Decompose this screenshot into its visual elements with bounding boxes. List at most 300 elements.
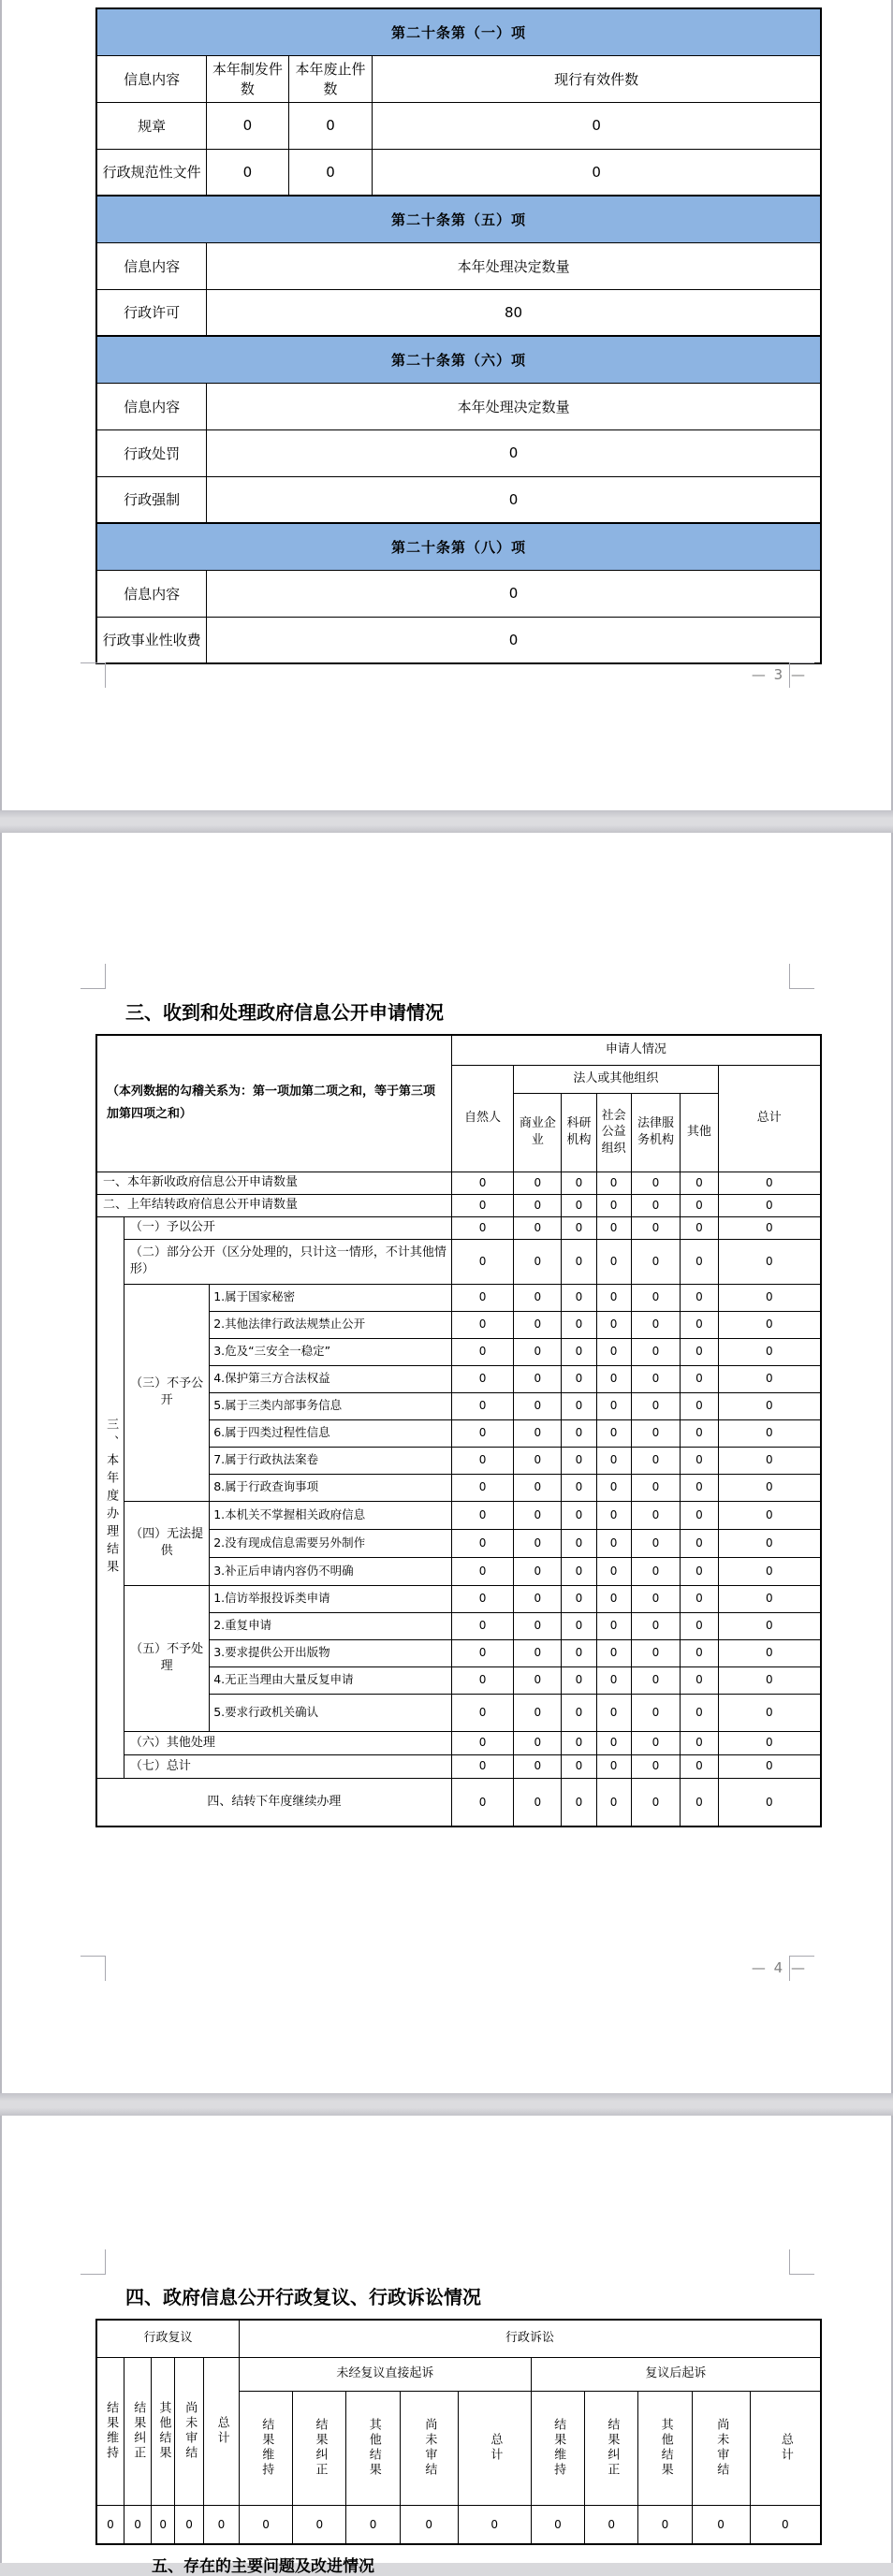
value-cell: 0 bbox=[718, 1585, 821, 1612]
value-cell: 0 bbox=[562, 1557, 596, 1585]
value-cell: 0 bbox=[718, 1612, 821, 1639]
value-cell: 0 bbox=[681, 1557, 718, 1585]
table-title: 第二十条第（八）项 bbox=[96, 523, 821, 570]
value-cell: 0 bbox=[681, 1731, 718, 1754]
row-label-cell: 8.属于行政查询事项 bbox=[210, 1474, 452, 1501]
value-cell: 0 bbox=[681, 1311, 718, 1338]
value-cell: 0 bbox=[514, 1194, 562, 1216]
header-col: 结果纠正 bbox=[124, 2357, 151, 2505]
group-label-cell: （三）不予公开 bbox=[124, 1284, 209, 1501]
value-cell: 0 bbox=[514, 1284, 562, 1311]
table-row bbox=[96, 383, 821, 429]
value-cell: 0 bbox=[596, 1194, 631, 1216]
row-label-cell: 2.重复申请 bbox=[210, 1612, 452, 1639]
value-cell: 0 bbox=[631, 1474, 681, 1501]
group-label-cell: （五）不予处理 bbox=[124, 1585, 209, 1731]
page4-content bbox=[2, 833, 891, 1827]
section-title-review-litigation: 四、政府信息公开行政复议、行政诉讼情况 bbox=[125, 2286, 481, 2308]
value-cell: 0 bbox=[562, 1529, 596, 1557]
value-cell: 0 bbox=[718, 1172, 821, 1194]
value-cell: 0 bbox=[451, 1557, 514, 1585]
value-cell: 0 bbox=[451, 1365, 514, 1392]
value-cell: 0 bbox=[631, 1284, 681, 1311]
header-applicant: 申请人情况 bbox=[451, 1035, 821, 1065]
value-cell: 0 bbox=[207, 570, 821, 617]
value-cell: 0 bbox=[451, 1392, 514, 1419]
table-row bbox=[96, 149, 821, 196]
value-cell: 0 bbox=[596, 1172, 631, 1194]
row-label-cell: 5.要求行政机关确认 bbox=[210, 1694, 452, 1731]
table-row bbox=[96, 1754, 821, 1778]
value-cell: 0 bbox=[596, 1612, 631, 1639]
table-row bbox=[96, 1239, 821, 1284]
article20-item1-table bbox=[95, 7, 822, 196]
value-cell: 0 bbox=[562, 1311, 596, 1338]
article20-item6-table bbox=[95, 335, 822, 524]
value-cell: 0 bbox=[718, 1365, 821, 1392]
value-cell: 0 bbox=[681, 1612, 718, 1639]
value-cell: 0 bbox=[239, 2505, 292, 2544]
table-title-row bbox=[96, 523, 821, 570]
table-title-row bbox=[96, 336, 821, 383]
value-cell: 0 bbox=[514, 1612, 562, 1639]
value-cell: 0 bbox=[514, 1474, 562, 1501]
value-cell: 0 bbox=[531, 2505, 584, 2544]
page-number: — 4 — bbox=[751, 1959, 807, 1976]
row-label-cell: 一、本年新收政府信息公开申请数量 bbox=[96, 1172, 451, 1194]
row-label-cell: 信息内容 bbox=[96, 383, 207, 429]
value-cell: 0 bbox=[288, 149, 373, 196]
value-cell: 0 bbox=[562, 1284, 596, 1311]
review-litigation-table bbox=[95, 2319, 822, 2545]
value-cell: 0 bbox=[562, 1216, 596, 1239]
value-cell: 0 bbox=[207, 476, 821, 523]
value-cell: 0 bbox=[293, 2505, 346, 2544]
vertical-group-label: 三、本年度办理结果 bbox=[104, 1417, 119, 1578]
value-cell: 0 bbox=[562, 1639, 596, 1666]
value-cell: 0 bbox=[596, 1501, 631, 1529]
value-cell: 0 bbox=[596, 1666, 631, 1694]
value-cell: 0 bbox=[514, 1666, 562, 1694]
value-cell: 0 bbox=[681, 1338, 718, 1365]
value-cell: 0 bbox=[596, 1284, 631, 1311]
value-cell: 0 bbox=[152, 2505, 175, 2544]
value-cell: 0 bbox=[718, 1392, 821, 1419]
value-cell: 0 bbox=[562, 1239, 596, 1284]
row-label-cell: 6.属于四类过程性信息 bbox=[210, 1419, 452, 1447]
header-col: 总计 bbox=[458, 2391, 531, 2505]
table-row bbox=[96, 1585, 821, 1612]
value-cell: 0 bbox=[562, 1731, 596, 1754]
table-note: （本列数据的勾稽关系为：第一项加第二项之和，等于第三项加第四项之和） bbox=[96, 1035, 451, 1172]
value-cell: 0 bbox=[631, 1694, 681, 1731]
value-cell: 0 bbox=[562, 1666, 596, 1694]
margin-corner-mark bbox=[81, 2249, 106, 2275]
header-col: 尚未审结 bbox=[692, 2391, 750, 2505]
document-page-5[interactable] bbox=[0, 2116, 893, 2576]
value-cell: 0 bbox=[681, 1365, 718, 1392]
header-col: 尚未审结 bbox=[175, 2357, 204, 2505]
value-cell: 0 bbox=[514, 1585, 562, 1612]
margin-corner-mark bbox=[81, 1956, 106, 1981]
value-cell: 0 bbox=[631, 1216, 681, 1239]
page-gap bbox=[0, 810, 893, 833]
row-label-cell: 四、结转下年度继续办理 bbox=[96, 1778, 451, 1826]
value-cell: 0 bbox=[750, 2505, 821, 2544]
document-page-3[interactable] bbox=[0, 0, 893, 810]
table-title: 第二十条第（六）项 bbox=[96, 336, 821, 383]
header-col: 结果维持 bbox=[531, 2391, 584, 2505]
group-label-cell bbox=[96, 1216, 124, 1778]
table-row bbox=[96, 289, 821, 336]
row-label-cell: 3.危及“三安全一稳定” bbox=[210, 1338, 452, 1365]
value-cell: 0 bbox=[718, 1778, 821, 1826]
value-cell: 0 bbox=[514, 1778, 562, 1826]
value-cell: 0 bbox=[631, 1754, 681, 1778]
table-row bbox=[96, 242, 821, 289]
next-section-title-partial: 五、存在的主要问题及改进情况 bbox=[152, 2557, 374, 2576]
document-page-4[interactable] bbox=[0, 833, 893, 2093]
value-cell: 0 bbox=[631, 1666, 681, 1694]
row-label-cell: 3.补正后申请内容仍不明确 bbox=[210, 1557, 452, 1585]
table-row bbox=[96, 1216, 821, 1239]
value-cell: 0 bbox=[718, 1501, 821, 1529]
header-legal-or-other: 法人或其他组织 bbox=[514, 1065, 718, 1093]
value-cell: 0 bbox=[681, 1501, 718, 1529]
value-cell: 0 bbox=[514, 1216, 562, 1239]
table-title: 第二十条第（五）项 bbox=[96, 196, 821, 242]
value-cell: 0 bbox=[451, 1311, 514, 1338]
value-cell: 0 bbox=[631, 1392, 681, 1419]
value-cell: 0 bbox=[681, 1172, 718, 1194]
row-label-cell: 行政事业性收费 bbox=[96, 617, 207, 663]
value-cell: 0 bbox=[373, 102, 821, 149]
table-title-row bbox=[96, 196, 821, 242]
value-cell: 0 bbox=[207, 102, 288, 149]
value-cell: 0 bbox=[718, 1338, 821, 1365]
value-cell: 0 bbox=[562, 1778, 596, 1826]
table-row bbox=[96, 1501, 821, 1529]
row-label-cell: 二、上年结转政府信息公开申请数量 bbox=[96, 1194, 451, 1216]
value-cell: 0 bbox=[681, 1754, 718, 1778]
value-cell: 0 bbox=[451, 1754, 514, 1778]
value-cell: 0 bbox=[718, 1639, 821, 1666]
value-cell: 0 bbox=[451, 1419, 514, 1447]
value-cell: 0 bbox=[718, 1284, 821, 1311]
page-gap bbox=[0, 2093, 893, 2116]
value-cell: 0 bbox=[681, 1474, 718, 1501]
value-cell: 0 bbox=[596, 1529, 631, 1557]
header-administrative-litigation: 行政诉讼 bbox=[239, 2320, 821, 2357]
table-title-row bbox=[96, 8, 821, 55]
value-cell: 0 bbox=[681, 1447, 718, 1474]
value-cell: 0 bbox=[631, 1585, 681, 1612]
value-cell: 0 bbox=[175, 2505, 204, 2544]
value-cell: 0 bbox=[596, 1557, 631, 1585]
row-label-cell: 规章 bbox=[96, 102, 207, 149]
margin-corner-mark bbox=[81, 662, 106, 688]
value-cell: 0 bbox=[562, 1474, 596, 1501]
row-label-cell: （七）总计 bbox=[124, 1754, 451, 1778]
row-label-cell: 1.信访举报投诉类申请 bbox=[210, 1585, 452, 1612]
value-cell: 0 bbox=[207, 617, 821, 663]
value-cell: 0 bbox=[631, 1731, 681, 1754]
header-org-col: 法律服务机构 bbox=[631, 1093, 681, 1172]
value-cell: 0 bbox=[718, 1474, 821, 1501]
value-cell: 0 bbox=[638, 2505, 692, 2544]
value-cell: 0 bbox=[288, 102, 373, 149]
value-cell: 0 bbox=[451, 1585, 514, 1612]
value-cell: 现行有效件数 bbox=[373, 55, 821, 102]
value-cell: 0 bbox=[596, 1474, 631, 1501]
value-cell: 本年处理决定数量 bbox=[207, 383, 821, 429]
value-cell: 0 bbox=[681, 1239, 718, 1284]
row-label-cell: （一）予以公开 bbox=[124, 1216, 451, 1239]
value-cell: 0 bbox=[514, 1365, 562, 1392]
row-label-cell: 4.保护第三方合法权益 bbox=[210, 1365, 452, 1392]
value-cell: 0 bbox=[718, 1529, 821, 1557]
table-row bbox=[96, 429, 821, 476]
value-cell: 0 bbox=[204, 2505, 240, 2544]
value-cell: 0 bbox=[681, 1529, 718, 1557]
value-cell: 0 bbox=[562, 1694, 596, 1731]
value-cell: 0 bbox=[631, 1501, 681, 1529]
row-label-cell: 行政强制 bbox=[96, 476, 207, 523]
value-cell: 0 bbox=[596, 1239, 631, 1284]
value-cell: 0 bbox=[514, 1392, 562, 1419]
value-cell: 0 bbox=[596, 1216, 631, 1239]
value-cell: 0 bbox=[631, 1529, 681, 1557]
table-row bbox=[96, 55, 821, 102]
value-cell: 0 bbox=[631, 1447, 681, 1474]
value-cell: 本年制发件数 bbox=[207, 55, 288, 102]
row-label-cell: 行政处罚 bbox=[96, 429, 207, 476]
article20-item5-table bbox=[95, 195, 822, 337]
value-cell: 0 bbox=[681, 1194, 718, 1216]
table-header-row bbox=[96, 1035, 821, 1065]
value-cell: 0 bbox=[514, 1338, 562, 1365]
value-cell: 0 bbox=[514, 1639, 562, 1666]
page5-content bbox=[2, 2116, 891, 2576]
value-cell: 0 bbox=[585, 2505, 638, 2544]
value-cell: 0 bbox=[681, 1666, 718, 1694]
table-row bbox=[96, 476, 821, 523]
row-label-cell: 行政规范性文件 bbox=[96, 149, 207, 196]
value-cell: 0 bbox=[373, 149, 821, 196]
value-cell: 0 bbox=[718, 1557, 821, 1585]
value-cell: 0 bbox=[562, 1419, 596, 1447]
value-cell: 0 bbox=[514, 1557, 562, 1585]
value-cell: 0 bbox=[207, 149, 288, 196]
value-cell: 0 bbox=[458, 2505, 531, 2544]
value-cell: 0 bbox=[562, 1172, 596, 1194]
header-total: 总计 bbox=[718, 1065, 821, 1172]
value-cell: 0 bbox=[718, 1754, 821, 1778]
value-cell: 0 bbox=[596, 1447, 631, 1474]
value-cell: 0 bbox=[514, 1172, 562, 1194]
value-cell: 0 bbox=[562, 1585, 596, 1612]
value-cell: 0 bbox=[562, 1754, 596, 1778]
table-row bbox=[96, 2505, 821, 2544]
value-cell: 0 bbox=[681, 1639, 718, 1666]
value-cell: 0 bbox=[451, 1239, 514, 1284]
value-cell: 0 bbox=[451, 1666, 514, 1694]
table-row bbox=[96, 1731, 821, 1754]
value-cell: 0 bbox=[631, 1239, 681, 1284]
value-cell: 0 bbox=[596, 1419, 631, 1447]
value-cell: 0 bbox=[451, 1338, 514, 1365]
value-cell: 0 bbox=[596, 1754, 631, 1778]
margin-corner-mark bbox=[789, 964, 814, 989]
header-org-col: 社会公益组织 bbox=[596, 1093, 631, 1172]
row-label-cell: 5.属于三类内部事务信息 bbox=[210, 1392, 452, 1419]
value-cell: 0 bbox=[451, 1694, 514, 1731]
value-cell: 0 bbox=[207, 429, 821, 476]
value-cell: 0 bbox=[596, 1694, 631, 1731]
value-cell: 0 bbox=[718, 1694, 821, 1731]
header-col: 结果纠正 bbox=[293, 2391, 346, 2505]
value-cell: 0 bbox=[631, 1338, 681, 1365]
row-label-cell: 1.属于国家秘密 bbox=[210, 1284, 452, 1311]
value-cell: 0 bbox=[681, 1778, 718, 1826]
margin-corner-mark bbox=[789, 2249, 814, 2275]
value-cell: 0 bbox=[596, 1731, 631, 1754]
value-cell: 0 bbox=[681, 1419, 718, 1447]
value-cell: 0 bbox=[96, 2505, 124, 2544]
value-cell: 0 bbox=[562, 1338, 596, 1365]
header-col: 结果纠正 bbox=[585, 2391, 638, 2505]
value-cell: 0 bbox=[596, 1639, 631, 1666]
value-cell: 0 bbox=[596, 1392, 631, 1419]
header-col: 其他结果 bbox=[152, 2357, 175, 2505]
article20-item8-table bbox=[95, 522, 822, 664]
value-cell: 0 bbox=[681, 1392, 718, 1419]
value-cell: 0 bbox=[631, 1172, 681, 1194]
value-cell: 0 bbox=[514, 1731, 562, 1754]
value-cell: 0 bbox=[718, 1447, 821, 1474]
value-cell: 0 bbox=[681, 1585, 718, 1612]
row-label-cell: 信息内容 bbox=[96, 570, 207, 617]
table-row bbox=[96, 617, 821, 663]
row-label-cell: 3.要求提供公开出版物 bbox=[210, 1639, 452, 1666]
value-cell: 0 bbox=[562, 1392, 596, 1419]
value-cell: 0 bbox=[514, 1529, 562, 1557]
value-cell: 0 bbox=[562, 1501, 596, 1529]
value-cell: 0 bbox=[400, 2505, 458, 2544]
value-cell: 0 bbox=[596, 1778, 631, 1826]
value-cell: 0 bbox=[451, 1612, 514, 1639]
value-cell: 0 bbox=[562, 1194, 596, 1216]
value-cell: 0 bbox=[631, 1612, 681, 1639]
header-org-col: 商业企业 bbox=[514, 1093, 562, 1172]
table-header-row bbox=[96, 2357, 821, 2391]
value-cell: 0 bbox=[562, 1612, 596, 1639]
value-cell: 0 bbox=[596, 1585, 631, 1612]
value-cell: 本年处理决定数量 bbox=[207, 242, 821, 289]
page-number: — 3 — bbox=[751, 666, 807, 683]
value-cell: 0 bbox=[514, 1419, 562, 1447]
value-cell: 0 bbox=[451, 1529, 514, 1557]
value-cell: 0 bbox=[631, 1365, 681, 1392]
value-cell: 0 bbox=[692, 2505, 750, 2544]
value-cell: 0 bbox=[451, 1731, 514, 1754]
table-row bbox=[96, 570, 821, 617]
value-cell: 0 bbox=[514, 1694, 562, 1731]
value-cell: 0 bbox=[596, 1365, 631, 1392]
table-row bbox=[96, 1194, 821, 1216]
header-direct-suit: 未经复议直接起诉 bbox=[239, 2357, 531, 2391]
value-cell: 0 bbox=[514, 1447, 562, 1474]
value-cell: 0 bbox=[596, 1311, 631, 1338]
header-natural-person: 自然人 bbox=[451, 1065, 514, 1172]
value-cell: 0 bbox=[718, 1731, 821, 1754]
row-label-cell: （六）其他处理 bbox=[124, 1731, 451, 1754]
margin-corner-mark bbox=[81, 964, 106, 989]
value-cell: 0 bbox=[451, 1778, 514, 1826]
header-col: 总计 bbox=[750, 2391, 821, 2505]
value-cell: 0 bbox=[562, 1365, 596, 1392]
value-cell: 0 bbox=[631, 1639, 681, 1666]
header-col: 尚未审结 bbox=[400, 2391, 458, 2505]
value-cell: 0 bbox=[451, 1194, 514, 1216]
value-cell: 0 bbox=[681, 1284, 718, 1311]
value-cell: 0 bbox=[718, 1239, 821, 1284]
row-label-cell: 信息内容 bbox=[96, 55, 207, 102]
value-cell: 本年废止件数 bbox=[288, 55, 373, 102]
value-cell: 0 bbox=[514, 1754, 562, 1778]
header-col: 结果维持 bbox=[239, 2391, 292, 2505]
page3-content bbox=[2, 0, 891, 664]
section-title-requests: 三、收到和处理政府信息公开申请情况 bbox=[125, 1001, 444, 1024]
value-cell: 80 bbox=[207, 289, 821, 336]
value-cell: 0 bbox=[681, 1694, 718, 1731]
value-cell: 0 bbox=[718, 1216, 821, 1239]
value-cell: 0 bbox=[718, 1666, 821, 1694]
value-cell: 0 bbox=[631, 1778, 681, 1826]
row-label-cell: 4.无正当理由大量反复申请 bbox=[210, 1666, 452, 1694]
table-row bbox=[96, 1284, 821, 1311]
row-label-cell: 行政许可 bbox=[96, 289, 207, 336]
group-label-cell: （四）无法提供 bbox=[124, 1501, 209, 1585]
header-col: 其他结果 bbox=[346, 2391, 400, 2505]
value-cell: 0 bbox=[631, 1194, 681, 1216]
value-cell: 0 bbox=[451, 1474, 514, 1501]
value-cell: 0 bbox=[451, 1447, 514, 1474]
header-col: 其他结果 bbox=[638, 2391, 692, 2505]
table-row bbox=[96, 102, 821, 149]
header-suit-after-review: 复议后起诉 bbox=[531, 2357, 821, 2391]
value-cell: 0 bbox=[596, 1338, 631, 1365]
table-header-row bbox=[96, 2320, 821, 2357]
value-cell: 0 bbox=[514, 1501, 562, 1529]
row-label-cell: （二）部分公开（区分处理的，只计这一情形，不计其他情形） bbox=[124, 1239, 451, 1284]
value-cell: 0 bbox=[718, 1419, 821, 1447]
value-cell: 0 bbox=[451, 1172, 514, 1194]
row-label-cell: 1.本机关不掌握相关政府信息 bbox=[210, 1501, 452, 1529]
table-row bbox=[96, 1172, 821, 1194]
value-cell: 0 bbox=[451, 1216, 514, 1239]
value-cell: 0 bbox=[514, 1239, 562, 1284]
header-org-col: 其他 bbox=[681, 1093, 718, 1172]
value-cell: 0 bbox=[631, 1557, 681, 1585]
header-org-col: 科研机构 bbox=[562, 1093, 596, 1172]
header-administrative-review: 行政复议 bbox=[96, 2320, 239, 2357]
request-handling-table bbox=[95, 1034, 822, 1827]
row-label-cell: 7.属于行政执法案卷 bbox=[210, 1447, 452, 1474]
header-col: 总计 bbox=[204, 2357, 240, 2505]
value-cell: 0 bbox=[718, 1311, 821, 1338]
value-cell: 0 bbox=[718, 1194, 821, 1216]
